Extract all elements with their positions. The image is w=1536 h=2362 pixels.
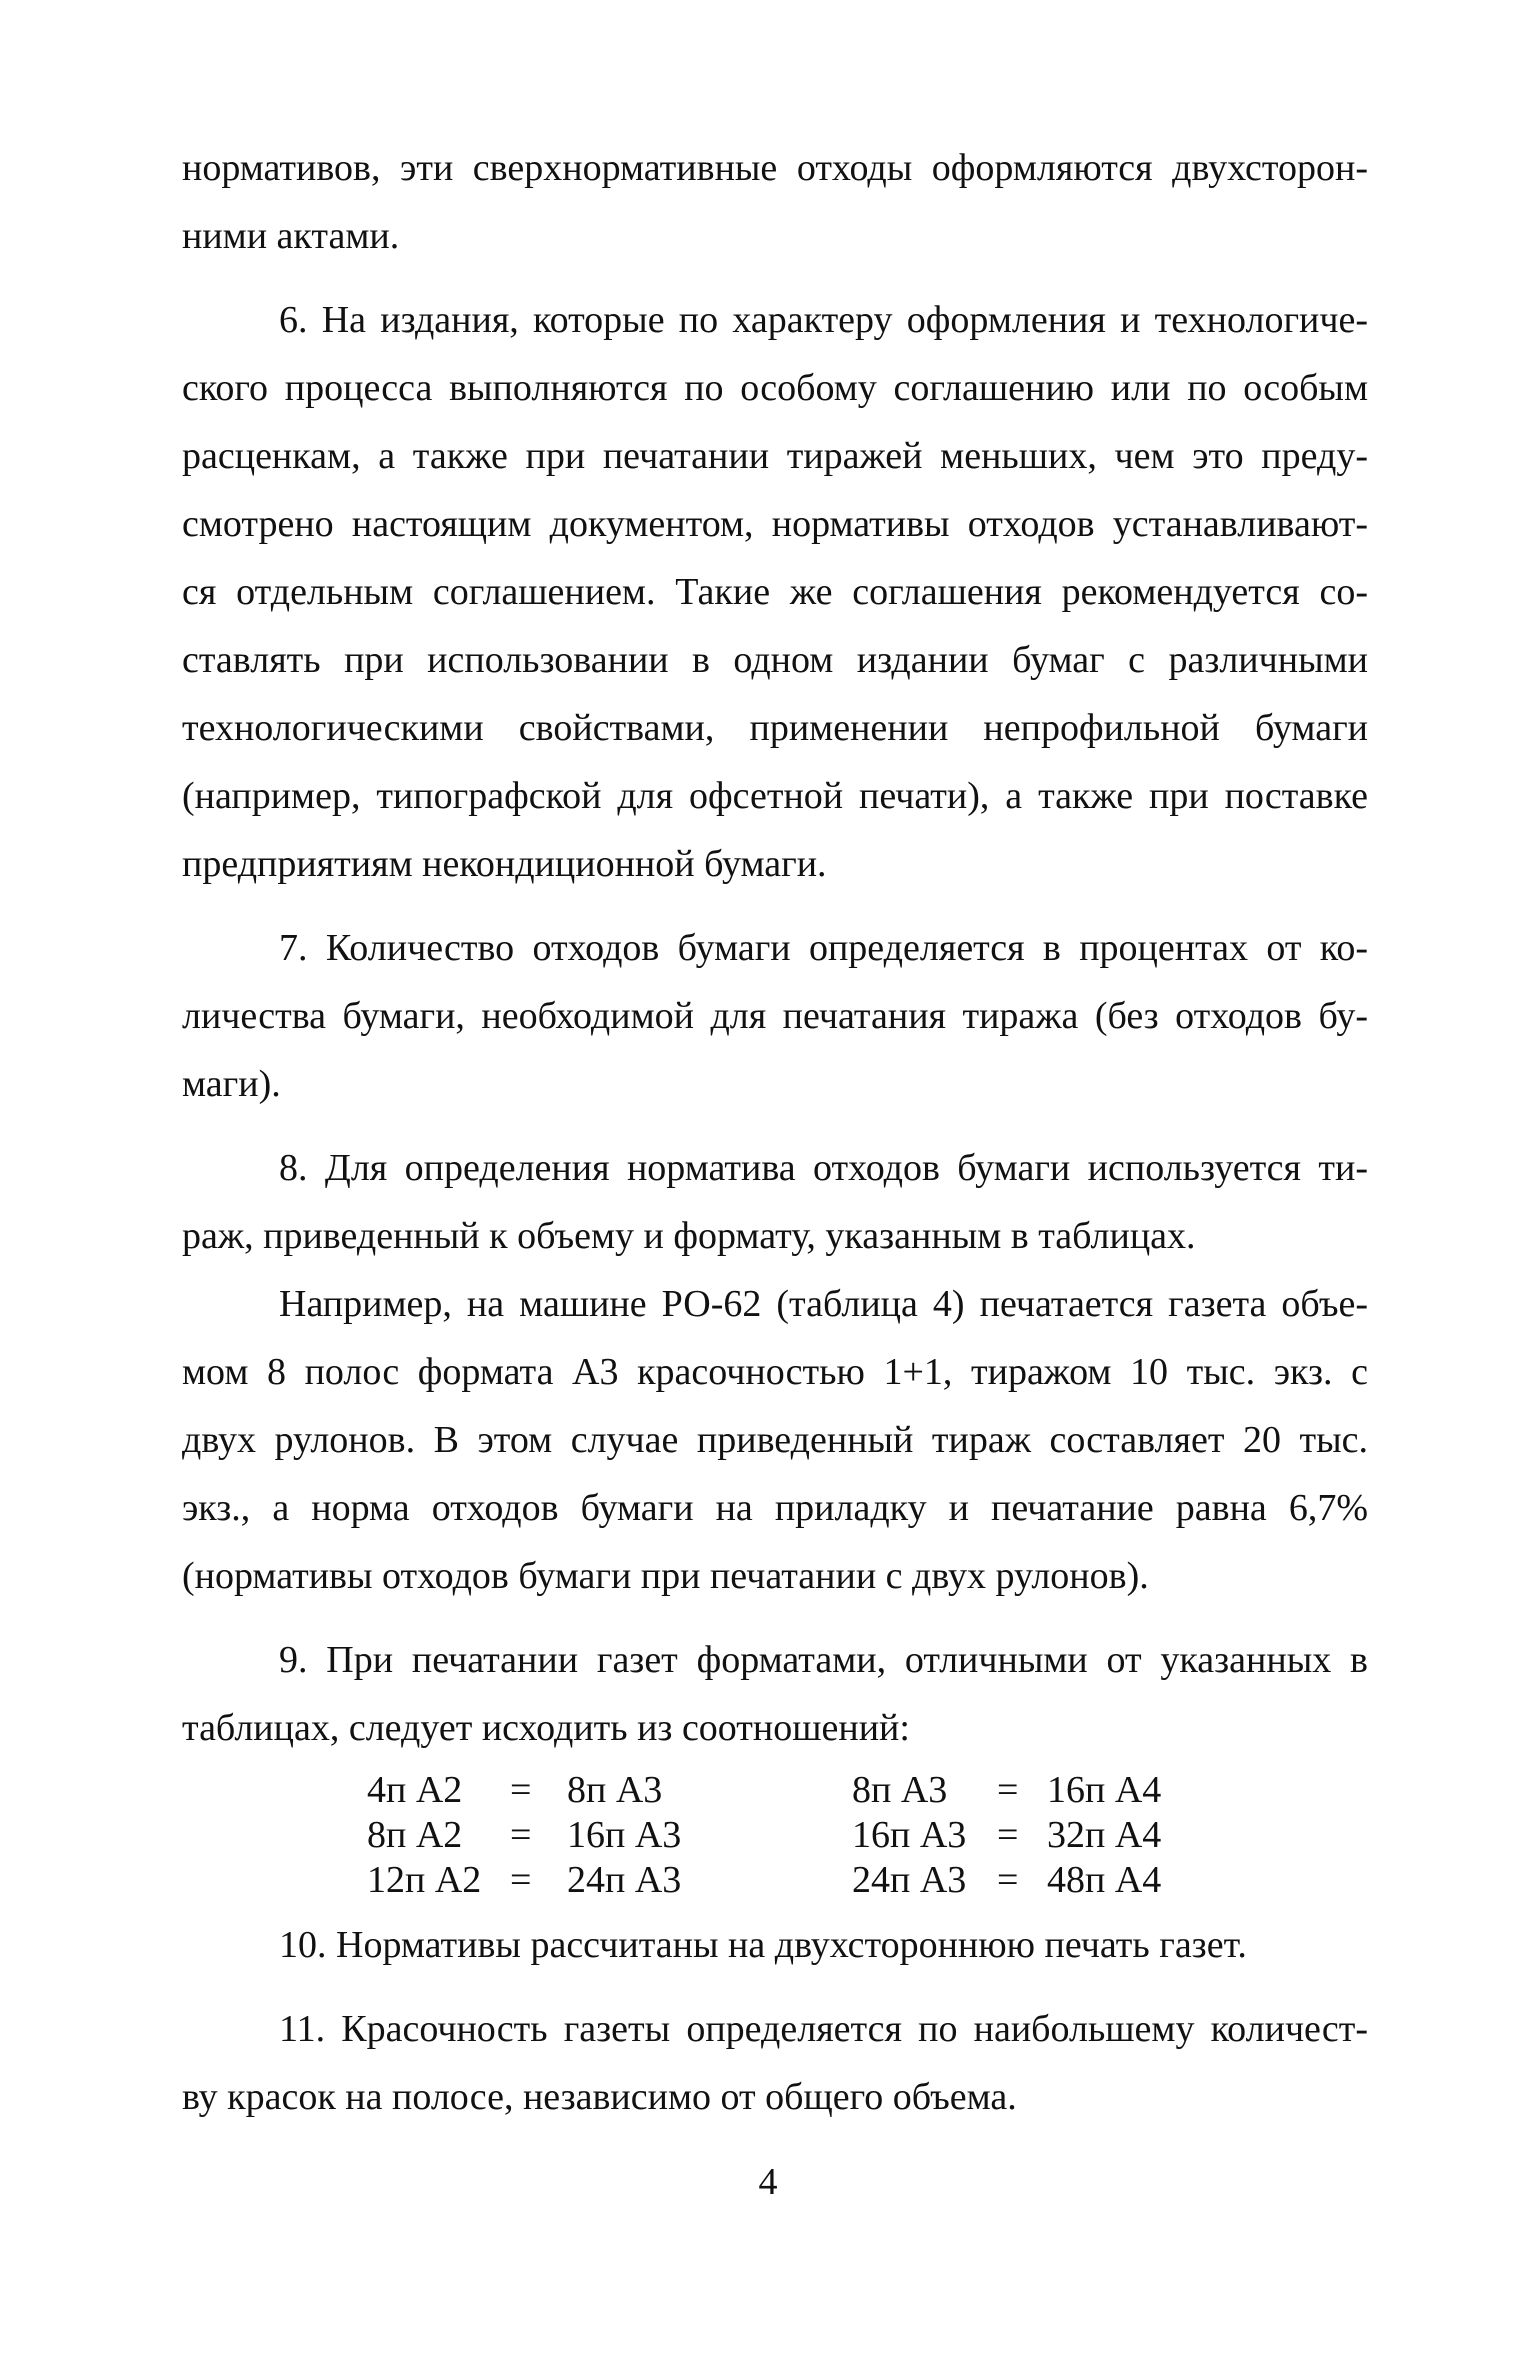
text-line: (например, типографской для офсетной печати), а также при поставке: [182, 775, 1368, 817]
text-line: 6. На издания, которые по характеру оформления и технологиче-: [279, 299, 1368, 341]
text-line: личества бумаги, необходимой для печатания тиража (без отходов бу-: [182, 995, 1368, 1037]
document-page: [182, 134, 1368, 2131]
text-line: 7. Количество отходов бумаги определяется в процентах от ко-: [279, 927, 1368, 969]
text-line: смотрено настоящим документом, нормативы отходов устанавливают-: [182, 503, 1368, 545]
ratio-row: [182, 1813, 1368, 1858]
equals-sign: =: [510, 1814, 532, 1856]
text-line: таблицах, следует исходить из соотношений:: [182, 1707, 910, 1749]
ratio-b: 8п А3: [567, 1769, 663, 1811]
paragraph-11: [182, 1995, 1368, 2131]
paragraph-5-continuation: [182, 134, 1368, 270]
text-line: 8. Для определения норматива отходов бумаги используется ти-: [279, 1147, 1368, 1189]
text-line: ся отдельным соглашением. Такие же соглашения рекомендуется со-: [182, 571, 1368, 613]
text-line: предприятиям некондиционной бумаги.: [182, 843, 827, 885]
ratio-c: 16п А3: [852, 1814, 967, 1856]
equals-sign: =: [997, 1859, 1019, 1901]
text-line: ставлять при использовании в одном издании бумаг с различными: [182, 639, 1368, 681]
paragraph-6: [182, 286, 1368, 898]
text-line: Например, на машине РО-62 (таблица 4) печатается газета объе-: [279, 1283, 1368, 1325]
ratio-b: 16п А3: [567, 1814, 682, 1856]
paragraph-7: [182, 914, 1368, 1118]
paragraph-8-example: [182, 1270, 1368, 1610]
ratio-row: [182, 1768, 1368, 1813]
equals-sign: =: [997, 1769, 1019, 1811]
ratio-b: 24п А3: [567, 1859, 682, 1901]
page-number: 4: [758, 2161, 778, 2203]
paragraph-9: [182, 1626, 1368, 1762]
paragraph-10: [182, 1911, 1368, 1979]
ratio-a: 4п А2: [367, 1769, 463, 1811]
equals-sign: =: [510, 1769, 532, 1811]
ratio-d: 16п А4: [1047, 1769, 1162, 1811]
text-line: 10. Нормативы рассчитаны на двухстороннюю печать газет.: [279, 1924, 1247, 1966]
ratio-row: [182, 1858, 1368, 1903]
equals-sign: =: [997, 1814, 1019, 1856]
text-line: ними актами.: [182, 215, 400, 257]
text-line: раж, приведенный к объему и формату, указанным в таблицах.: [182, 1215, 1196, 1257]
text-line: расценкам, а также при печатании тиражей меньших, чем это преду-: [182, 435, 1368, 477]
text-line: 9. При печатании газет форматами, отличными от указанных в: [279, 1639, 1368, 1681]
text-line: 11. Красочность газеты определяется по наибольшему количест-: [279, 2008, 1368, 2050]
text-line: ву красок на полосе, независимо от общего объема.: [182, 2076, 1017, 2118]
text-line: мом 8 полос формата А3 красочностью 1+1, тиражом 10 тыс. экз. с: [182, 1351, 1368, 1393]
text-line: двух рулонов. В этом случае приведенный тираж составляет 20 тыс.: [182, 1419, 1368, 1461]
text-line: экз., а норма отходов бумаги на приладку и печатание равна 6,7%: [182, 1487, 1368, 1529]
paragraph-8: [182, 1134, 1368, 1270]
format-ratio-table: [182, 1768, 1368, 1903]
equals-sign: =: [510, 1859, 532, 1901]
text-line: маги).: [182, 1063, 281, 1105]
text-line: технологическими свойствами, применении непрофильной бумаги: [182, 707, 1368, 749]
ratio-d: 32п А4: [1047, 1814, 1162, 1856]
ratio-a: 8п А2: [367, 1814, 463, 1856]
ratio-c: 24п А3: [852, 1859, 967, 1901]
text-line: нормативов, эти сверхнормативные отходы оформляются двухсторон-: [182, 147, 1368, 189]
text-line: ского процесса выполняются по особому соглашению или по особым: [182, 367, 1368, 409]
ratio-d: 48п А4: [1047, 1859, 1162, 1901]
ratio-a: 12п А2: [367, 1859, 482, 1901]
text-line: (нормативы отходов бумаги при печатании с двух рулонов).: [182, 1555, 1149, 1597]
ratio-c: 8п А3: [852, 1769, 948, 1811]
